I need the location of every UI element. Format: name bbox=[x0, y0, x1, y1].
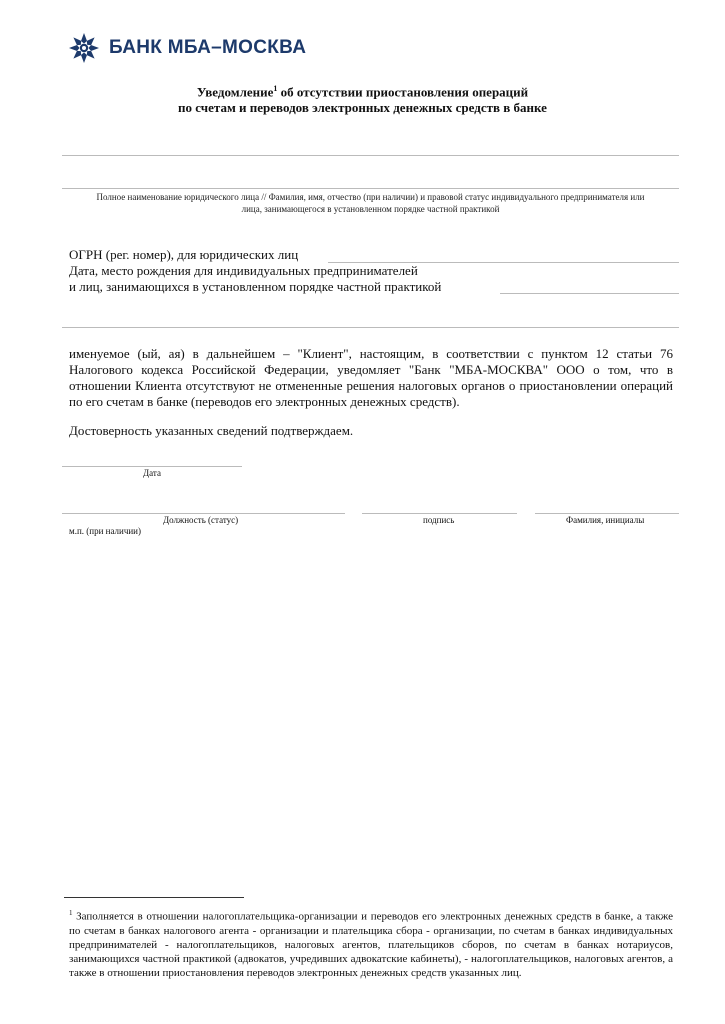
name-field-line-2[interactable] bbox=[62, 188, 679, 189]
footnote-text: Заполняется в отношении налогоплательщика-организации и переводов его электронных денежных средств в банке, а также по счетам в банках налогового агента - организации и плательщика сбора - организации, по счетам в банках индивидуальных предпринимателей - налогоплательщиков, налоговых агентов, плательщиков сборов, по счетам в банках нотариусов, занимающихся частной практикой (адвокатов, учредивших адвокатские кабинеты), - налогоплательщиков, налоговых агентов, а также в отношении приостановления переводов электронных денежных средств указанных лиц. bbox=[69, 910, 673, 979]
footnote-number: 1 bbox=[69, 909, 73, 917]
birth-label-line-1: Дата, место рождения для индивидуальных предпринимателей bbox=[69, 263, 418, 278]
bank-name: БАНК МБА–МОСКВА bbox=[109, 37, 307, 58]
title-line-2: по счетам и переводов электронных денежных средств в банке bbox=[178, 100, 547, 116]
name-initials-field[interactable] bbox=[535, 513, 679, 514]
name-field-caption bbox=[62, 191, 679, 215]
bank-emblem-icon bbox=[68, 32, 100, 64]
signature-label: подпись bbox=[423, 515, 455, 525]
bank-logo bbox=[68, 32, 306, 64]
footnote-ref[interactable]: 1 bbox=[273, 84, 278, 93]
footnote-separator bbox=[64, 897, 244, 898]
position-field[interactable] bbox=[62, 513, 345, 514]
caption-line-1: Полное наименование юридического лица // Фамилия, имя, отчество (при наличии) и правовой статус индивидуального предпринимателя или bbox=[96, 192, 645, 202]
extra-field-line[interactable] bbox=[62, 327, 679, 328]
caption-line-2: лица, занимающегося в установленном порядке частной практикой bbox=[241, 204, 500, 214]
title-rest: об отсутствии приостановления операций bbox=[277, 84, 529, 100]
title-line-1 bbox=[0, 81, 725, 100]
birth-field[interactable] bbox=[500, 293, 679, 294]
date-label: Дата bbox=[143, 468, 161, 478]
title-word: Уведомление bbox=[196, 84, 274, 100]
confirmation-text: Достоверность указанных сведений подтверждаем. bbox=[69, 423, 354, 438]
signature-field[interactable] bbox=[362, 513, 517, 514]
document-title bbox=[0, 81, 725, 116]
date-field[interactable] bbox=[62, 466, 242, 467]
birth-label-line-2: и лиц, занимающихся в установленном порядке частной практикой bbox=[69, 279, 442, 294]
name-field-line-1[interactable] bbox=[62, 155, 679, 156]
stamp-label: м.п. (при наличии) bbox=[69, 526, 141, 536]
position-label: Должность (статус) bbox=[163, 515, 239, 525]
notification-paragraph: именуемое (ый, ая) в дальнейшем – "Клиент", настоящим, в соответствии с пунктом 12 статьи 76 Налогового кодекса Российской Федерации, уведомляет "Банк "МБА-МОСКВА" ООО о том, что в отношении Клиента отсутствуют не отмененные решения налоговых органов о приостановлении операций по его счетам в банке (переводов его электронных денежных средств). bbox=[69, 346, 673, 409]
footnote bbox=[69, 906, 673, 980]
name-initials-label: Фамилия, инициалы bbox=[566, 515, 645, 525]
ogrn-label: ОГРН (рег. номер), для юридических лиц bbox=[69, 247, 299, 262]
